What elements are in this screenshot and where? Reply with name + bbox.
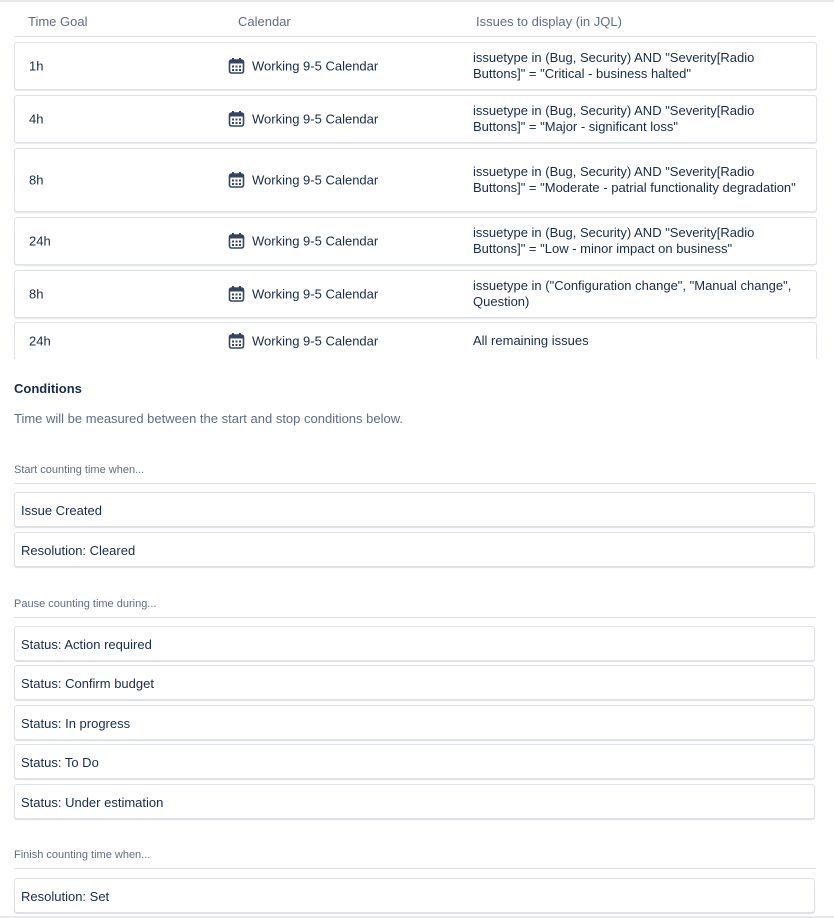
calendar-icon bbox=[228, 111, 245, 128]
goal-jql: issuetype in (Bug, Security) AND "Severity[Radio Buttons]" = "Major - significant loss" bbox=[473, 103, 755, 134]
goal-row[interactable] bbox=[14, 95, 817, 143]
goal-row[interactable] bbox=[14, 217, 817, 265]
calendar-name: Working 9-5 Calendar bbox=[252, 111, 379, 127]
goal-jql: issuetype in (Bug, Security) AND "Severity[Radio Buttons]" = "Critical - business halted" bbox=[473, 50, 755, 81]
calendar-name: Working 9-5 Calendar bbox=[252, 172, 379, 188]
conditions-title: Conditions bbox=[14, 381, 82, 396]
pause-condition[interactable]: Status: Action required bbox=[14, 626, 815, 661]
pause-condition[interactable]: Status: Confirm budget bbox=[14, 665, 815, 700]
conditions-description: Time will be measured between the start and stop conditions below. bbox=[14, 411, 404, 426]
top-divider bbox=[0, 0, 834, 2]
goal-calendar[interactable] bbox=[228, 286, 378, 303]
pause-group-label: Pause counting time during... bbox=[14, 598, 816, 618]
goal-calendar[interactable] bbox=[228, 58, 378, 75]
goal-time: 24h bbox=[29, 333, 51, 349]
finish-condition[interactable]: Resolution: Set bbox=[14, 878, 815, 913]
calendar-icon bbox=[228, 333, 245, 350]
goal-time: 24h bbox=[29, 233, 51, 249]
goal-jql: issuetype in (Bug, Security) AND "Severity[Radio Buttons]" = "Low - minor impact on business" bbox=[473, 225, 755, 256]
goal-time: 1h bbox=[29, 58, 44, 74]
goal-time: 8h bbox=[29, 286, 44, 302]
header-time-goal: Time Goal bbox=[28, 14, 88, 29]
goal-jql: issuetype in (Bug, Security) AND "Severity[Radio Buttons]" = "Moderate - patrial functionality degradation" bbox=[473, 164, 796, 195]
calendar-name: Working 9-5 Calendar bbox=[252, 333, 379, 349]
pause-condition[interactable]: Status: Under estimation bbox=[14, 784, 815, 819]
pause-condition[interactable]: Status: To Do bbox=[14, 744, 815, 779]
header-calendar: Calendar bbox=[238, 14, 291, 29]
calendar-name: Working 9-5 Calendar bbox=[252, 233, 379, 249]
calendar-icon bbox=[228, 172, 245, 189]
goal-time: 8h bbox=[29, 172, 44, 188]
goal-calendar[interactable] bbox=[228, 333, 378, 350]
goal-row[interactable] bbox=[14, 42, 817, 90]
goal-calendar[interactable] bbox=[228, 111, 378, 128]
calendar-name: Working 9-5 Calendar bbox=[252, 286, 379, 302]
goal-row[interactable] bbox=[14, 322, 817, 359]
calendar-icon bbox=[228, 286, 245, 303]
start-condition[interactable]: Resolution: Cleared bbox=[14, 532, 815, 567]
calendar-name: Working 9-5 Calendar bbox=[252, 58, 379, 74]
goals-table-header bbox=[14, 8, 816, 37]
start-group-label: Start counting time when... bbox=[14, 464, 816, 484]
goal-calendar[interactable] bbox=[228, 172, 378, 189]
goal-jql: All remaining issues bbox=[473, 333, 589, 348]
goal-time: 4h bbox=[29, 111, 44, 127]
calendar-icon bbox=[228, 58, 245, 75]
goal-jql: issuetype in ("Configuration change", "Manual change", Question) bbox=[473, 278, 792, 309]
pause-condition[interactable]: Status: In progress bbox=[14, 705, 815, 740]
goal-row[interactable] bbox=[14, 270, 817, 318]
header-jql: Issues to display (in JQL) bbox=[476, 14, 622, 29]
goal-row[interactable] bbox=[14, 148, 817, 212]
start-condition[interactable]: Issue Created bbox=[14, 492, 815, 527]
calendar-icon bbox=[228, 233, 245, 250]
goal-calendar[interactable] bbox=[228, 233, 378, 250]
finish-group-label: Finish counting time when... bbox=[14, 849, 816, 869]
